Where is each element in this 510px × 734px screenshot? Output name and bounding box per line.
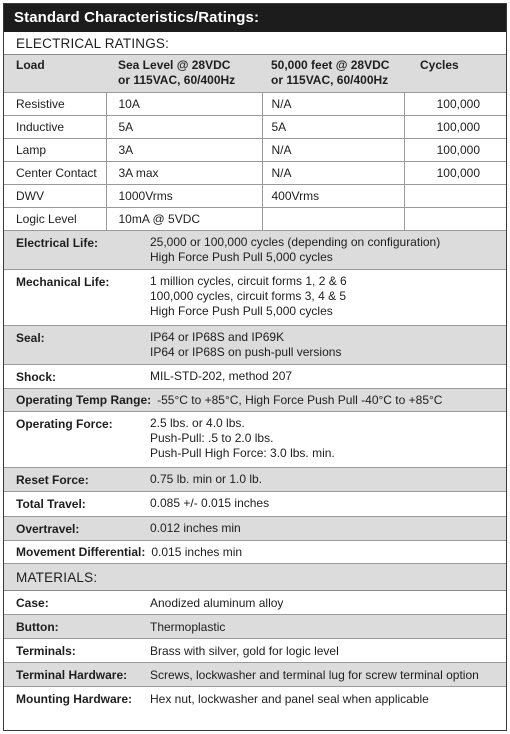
table-row (4, 116, 506, 139)
column-header-sea-level-line2: or 115VAC, 60/400Hz (118, 73, 236, 87)
cell-cycles: 100,000 (404, 162, 506, 185)
material-value: Brass with silver, gold for logic level (150, 643, 339, 658)
cell-altitude: N/A (262, 139, 404, 162)
cell-cycles: 100,000 (404, 93, 506, 116)
material-row-button (4, 615, 506, 639)
electrical-life-value (150, 231, 506, 269)
mechanical-life-line: 100,000 cycles, circuit forms 3, 4 & 5 (150, 289, 347, 303)
cell-altitude (262, 208, 404, 231)
seal-value (150, 326, 506, 364)
cell-sea-level: 10mA @ 5VDC (106, 208, 262, 231)
reset-force-label: Reset Force: (16, 473, 89, 487)
overtravel-value (150, 517, 506, 540)
mechanical-life-row (4, 270, 506, 326)
column-header-load: Load (4, 55, 106, 93)
shock-value (150, 365, 506, 388)
movement-differential-value: 0.015 inches min (151, 545, 243, 559)
electrical-ratings-heading: ELECTRICAL RATINGS: (4, 32, 506, 55)
seal-line: IP64 or IP68S and IP69K (150, 330, 285, 344)
seal-label: Seal: (16, 331, 45, 345)
cell-sea-level: 1000Vrms (106, 185, 262, 208)
shock-line: MIL-STD-202, method 207 (150, 369, 293, 383)
operating-temp-label: Operating Temp Range: (16, 393, 152, 407)
overtravel-row (4, 517, 506, 541)
material-label: Case: (16, 595, 49, 610)
cell-sea-level: 10A (106, 93, 262, 116)
material-value: Thermoplastic (150, 619, 226, 634)
electrical-life-row (4, 231, 506, 270)
electrical-life-line: High Force Push Pull 5,000 cycles (150, 250, 333, 264)
material-label: Terminals: (16, 643, 76, 658)
table-row (4, 185, 506, 208)
cell-load: Inductive (4, 116, 106, 139)
ratings-sheet (3, 3, 507, 731)
cell-altitude: 400Vrms (262, 185, 404, 208)
material-row-terminal-hardware (4, 663, 506, 687)
cell-altitude: N/A (262, 162, 404, 185)
operating-force-label: Operating Force: (16, 417, 113, 431)
reset-force-row (4, 468, 506, 492)
table-row (4, 93, 506, 116)
material-value: Anodized aluminum alloy (150, 595, 284, 610)
cell-sea-level: 3A (106, 139, 262, 162)
cell-cycles: 100,000 (404, 116, 506, 139)
materials-heading: MATERIALS: (4, 564, 506, 591)
material-value: Hex nut, lockwasher and panel seal when applicable (150, 691, 429, 706)
sheet-title: Standard Characteristics/Ratings: (4, 4, 506, 32)
table-row (4, 208, 506, 231)
cell-load: DWV (4, 185, 106, 208)
column-header-sea-level-line1: Sea Level @ 28VDC (118, 58, 231, 72)
electrical-life-line: 25,000 or 100,000 cycles (depending on configuration) (150, 235, 441, 249)
seal-line: IP64 or IP68S on push-pull versions (150, 345, 342, 359)
shock-row (4, 365, 506, 389)
seal-row (4, 326, 506, 365)
reset-force-value (150, 468, 506, 491)
material-row-case (4, 591, 506, 615)
cell-load: Lamp (4, 139, 106, 162)
electrical-ratings-table (4, 55, 506, 231)
mechanical-life-line: 1 million cycles, circuit forms 1, 2 & 6 (150, 274, 347, 288)
material-label: Mounting Hardware: (16, 691, 132, 706)
operating-force-line: Push-Pull High Force: 3.0 lbs. min. (150, 446, 335, 460)
electrical-life-label: Electrical Life: (16, 236, 99, 250)
material-row-terminals (4, 639, 506, 663)
mechanical-life-value (150, 270, 506, 325)
total-travel-row (4, 492, 506, 517)
total-travel-line: 0.085 +/- 0.015 inches (150, 496, 270, 510)
cell-cycles: 100,000 (404, 139, 506, 162)
column-header-altitude (262, 55, 404, 93)
overtravel-line: 0.012 inches min (150, 521, 241, 535)
material-value: Screws, lockwasher and terminal lug for screw terminal option (150, 667, 479, 682)
operating-force-line: Push-Pull: .5 to 2.0 lbs. (150, 431, 274, 445)
material-label: Terminal Hardware: (16, 667, 128, 682)
cell-cycles (404, 185, 506, 208)
column-header-cycles: Cycles (404, 55, 506, 93)
movement-differential-row (4, 541, 506, 564)
mechanical-life-label: Mechanical Life: (16, 275, 110, 289)
table-row (4, 139, 506, 162)
cell-load: Center Contact (4, 162, 106, 185)
total-travel-value (150, 492, 506, 516)
cell-load: Resistive (4, 93, 106, 116)
operating-force-row (4, 412, 506, 468)
operating-temp-value: -55°C to +85°C, High Force Push Pull -40°C to +85°C (157, 393, 443, 407)
table-row (4, 162, 506, 185)
shock-label: Shock: (16, 370, 57, 384)
mechanical-life-line: High Force Push Pull 5,000 cycles (150, 304, 333, 318)
column-header-altitude-line1: 50,000 feet @ 28VDC (271, 58, 390, 72)
cell-altitude: 5A (262, 116, 404, 139)
cell-sea-level: 3A max (106, 162, 262, 185)
cell-sea-level: 5A (106, 116, 262, 139)
overtravel-label: Overtravel: (16, 522, 80, 536)
cell-cycles (404, 208, 506, 231)
table-header-row (4, 55, 506, 93)
material-label: Button: (16, 619, 59, 634)
cell-load: Logic Level (4, 208, 106, 231)
operating-temp-row (4, 389, 506, 412)
operating-force-value (150, 412, 506, 467)
column-header-altitude-line2: or 115VAC, 60/400Hz (271, 73, 389, 87)
operating-force-line: 2.5 lbs. or 4.0 lbs. (150, 416, 245, 430)
total-travel-label: Total Travel: (16, 497, 86, 511)
material-row-mounting-hardware (4, 687, 506, 710)
reset-force-line: 0.75 lb. min or 1.0 lb. (150, 472, 263, 486)
column-header-sea-level (106, 55, 262, 93)
cell-altitude: N/A (262, 93, 404, 116)
movement-differential-label: Movement Differential: (16, 545, 146, 559)
